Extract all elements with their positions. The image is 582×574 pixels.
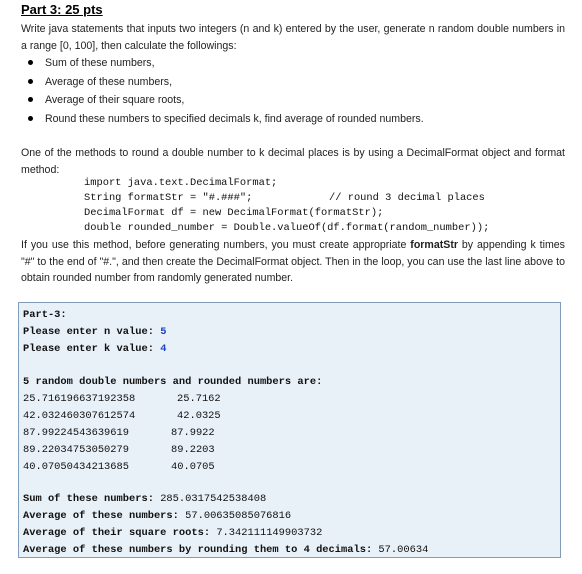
input-n-value: 5 <box>160 326 167 338</box>
console-sqrt-average <box>23 527 322 539</box>
console-sum <box>23 493 266 505</box>
console-row-rounded: 25.7162 <box>177 393 221 405</box>
console-row-rounded: 87.9922 <box>171 427 215 439</box>
code-line: DecimalFormat df = new DecimalFormat(formatStr); <box>84 207 384 219</box>
sum-label: Sum of these numbers: <box>23 493 161 505</box>
console-prompt-n <box>23 326 166 338</box>
explanation-text: by appending k times "#" to the end of "#.", and then create the DecimalFormat object. Then in the loop, you can use the last line above to obtain rounded number from randomly generated number. <box>21 239 565 284</box>
sqrt-average-label: Average of their square roots: <box>23 527 217 539</box>
bullet-icon <box>28 97 33 102</box>
console-row-raw: 87.99224543639619 <box>23 427 130 439</box>
intro-paragraph: Write java statements that inputs two integers (n and k) entered by the user, generate n random double numbers in a range [0, 100], then calculate the followings: <box>21 23 565 52</box>
list-item-text: Sum of these numbers, <box>45 57 155 69</box>
list-item-text: Average of their square roots, <box>45 94 185 106</box>
list-item <box>21 91 561 110</box>
code-line: import java.text.DecimalFormat; <box>84 177 278 189</box>
console-list-title: 5 random double numbers and rounded numbers are: <box>23 376 323 388</box>
console-row-rounded: 89.2203 <box>171 444 215 456</box>
explanation-keyword: formatStr <box>410 239 458 251</box>
code-comment: // round 3 decimal places <box>329 192 485 204</box>
list-item <box>21 73 561 92</box>
console-row-raw: 89.22034753050279 <box>23 444 130 456</box>
input-k-value: 4 <box>160 343 167 355</box>
console-average <box>23 510 291 522</box>
list-item <box>21 54 561 73</box>
code-line <box>84 191 489 206</box>
rounded-average-value: 57.00634 <box>378 544 429 556</box>
explanation-text: If you use this method, before generating numbers, you must create appropriate <box>21 239 411 251</box>
console-rounded-average <box>23 544 428 556</box>
console-row-raw: 40.07050434213685 <box>23 461 130 473</box>
method-note: One of the methods to round a double number to k decimal places is by using a DecimalFormat object and format method: <box>21 147 565 176</box>
bullet-icon <box>28 60 33 65</box>
average-label: Average of these numbers: <box>23 510 186 522</box>
console-prompt-k <box>23 343 166 355</box>
console-row-rounded: 40.0705 <box>171 461 215 473</box>
console-row-raw: 42.032460307612574 <box>23 410 136 422</box>
prompt-label: Please enter n value: <box>23 326 161 338</box>
bullet-icon <box>28 116 33 121</box>
list-item <box>21 110 561 129</box>
code-line: double rounded_number = Double.valueOf(df.format(random_number)); <box>84 222 490 234</box>
console-output <box>18 302 561 558</box>
average-value: 57.00635085076816 <box>185 510 292 522</box>
sum-value: 285.0317542538408 <box>160 493 267 505</box>
console-row-rounded: 42.0325 <box>177 410 221 422</box>
section-heading: Part 3: 25 pts <box>21 2 103 17</box>
list-item-text: Average of these numbers, <box>45 75 173 88</box>
sqrt-average-value: 7.342111149903732 <box>216 527 323 539</box>
console-row-raw: 25.716196637192358 <box>23 393 136 405</box>
prompt-label: Please enter k value: <box>23 343 161 355</box>
console-header: Part-3: <box>23 309 67 321</box>
bullet-icon <box>28 79 33 84</box>
list-item-text: Round these numbers to specified decimals k, find average of rounded numbers. <box>45 112 424 125</box>
rounded-average-label: Average of these numbers by rounding them to 4 decimals: <box>23 544 379 556</box>
explanation-paragraph <box>21 237 565 287</box>
requirements-list <box>21 54 561 128</box>
code-text: String formatStr = "#.###"; <box>84 192 253 204</box>
code-snippet <box>84 176 489 236</box>
